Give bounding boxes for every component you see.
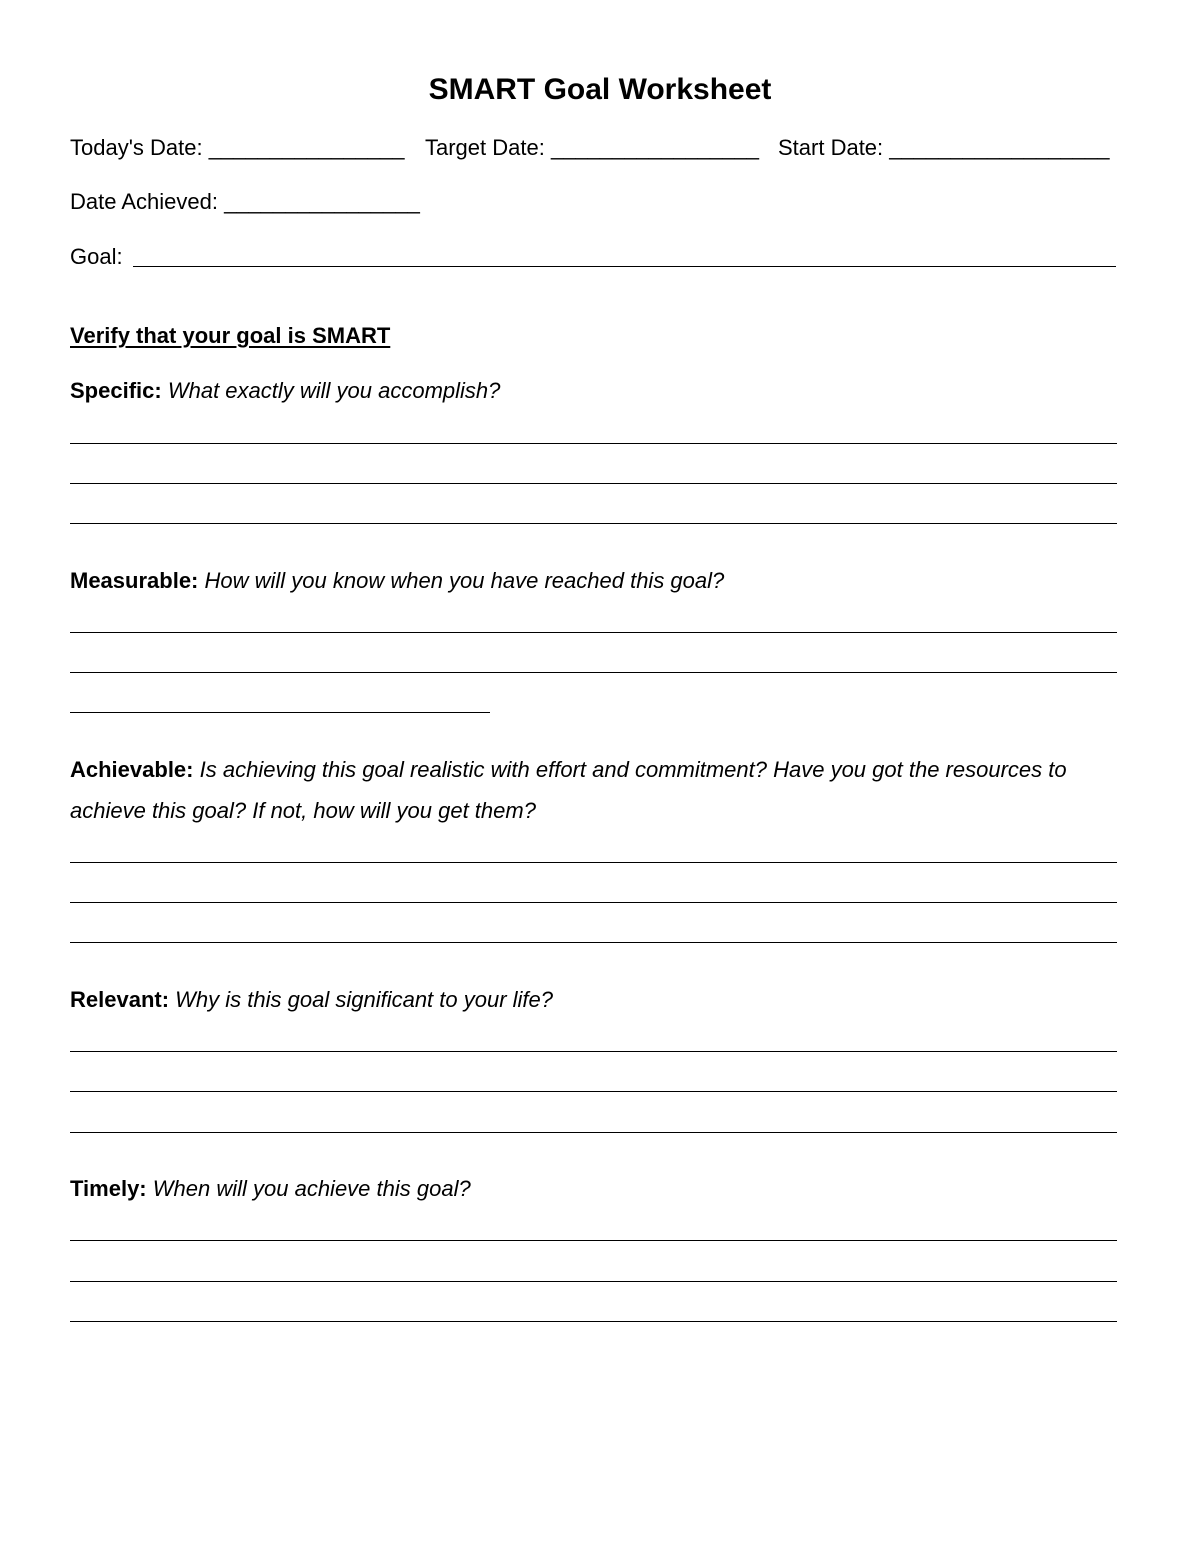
- achievable-prompt: [70, 749, 1120, 831]
- measurable-label: Measurable:: [70, 568, 199, 593]
- relevant-prompt: [70, 979, 1120, 1020]
- measurable-answer-line[interactable]: [70, 712, 490, 713]
- specific-prompt: [70, 370, 1120, 411]
- todays-date-field[interactable]: Today's Date: ________________: [70, 135, 405, 160]
- achievable-answer-line[interactable]: [70, 942, 1117, 943]
- achievable-answer-line[interactable]: [70, 902, 1117, 903]
- measurable-answer-line[interactable]: [70, 672, 1117, 673]
- start-date-field[interactable]: Start Date: __________________: [778, 135, 1110, 160]
- relevant-label: Relevant:: [70, 987, 170, 1012]
- measurable-prompt: [70, 560, 1120, 601]
- timely-answer-line[interactable]: [70, 1321, 1117, 1322]
- achievable-label: Achievable:: [70, 757, 194, 782]
- page-title: SMART Goal Worksheet: [428, 73, 772, 106]
- relevant-question: Why is this goal significant to your life?: [175, 987, 554, 1012]
- timely-answer-line[interactable]: [70, 1281, 1117, 1282]
- achievable-question: Is achieving this goal realistic with effort and commitment? Have you got the resources to achieve this goal? If not, how will you get them?: [70, 757, 1067, 823]
- timely-answer-line[interactable]: [70, 1240, 1117, 1241]
- relevant-answer-line[interactable]: [70, 1132, 1117, 1133]
- timely-prompt: [70, 1168, 1120, 1209]
- specific-label: Specific:: [70, 378, 162, 403]
- specific-answer-line[interactable]: [70, 443, 1117, 444]
- achievable-answer-line[interactable]: [70, 862, 1117, 863]
- relevant-answer-line[interactable]: [70, 1051, 1117, 1052]
- measurable-question: How will you know when you have reached this goal?: [204, 568, 725, 593]
- specific-answer-line[interactable]: [70, 483, 1117, 484]
- timely-label: Timely:: [70, 1176, 147, 1201]
- specific-answer-line[interactable]: [70, 523, 1117, 524]
- timely-question: When will you achieve this goal?: [152, 1176, 471, 1201]
- relevant-answer-line[interactable]: [70, 1091, 1117, 1092]
- goal-answer-line[interactable]: [133, 266, 1116, 267]
- specific-question: What exactly will you accomplish?: [167, 378, 501, 403]
- date-achieved-field[interactable]: Date Achieved: ________________: [70, 189, 420, 214]
- goal-label: Goal:: [70, 244, 123, 269]
- target-date-field[interactable]: Target Date: _________________: [425, 135, 759, 160]
- measurable-answer-line[interactable]: [70, 632, 1117, 633]
- section-heading: Verify that your goal is SMART: [70, 323, 391, 348]
